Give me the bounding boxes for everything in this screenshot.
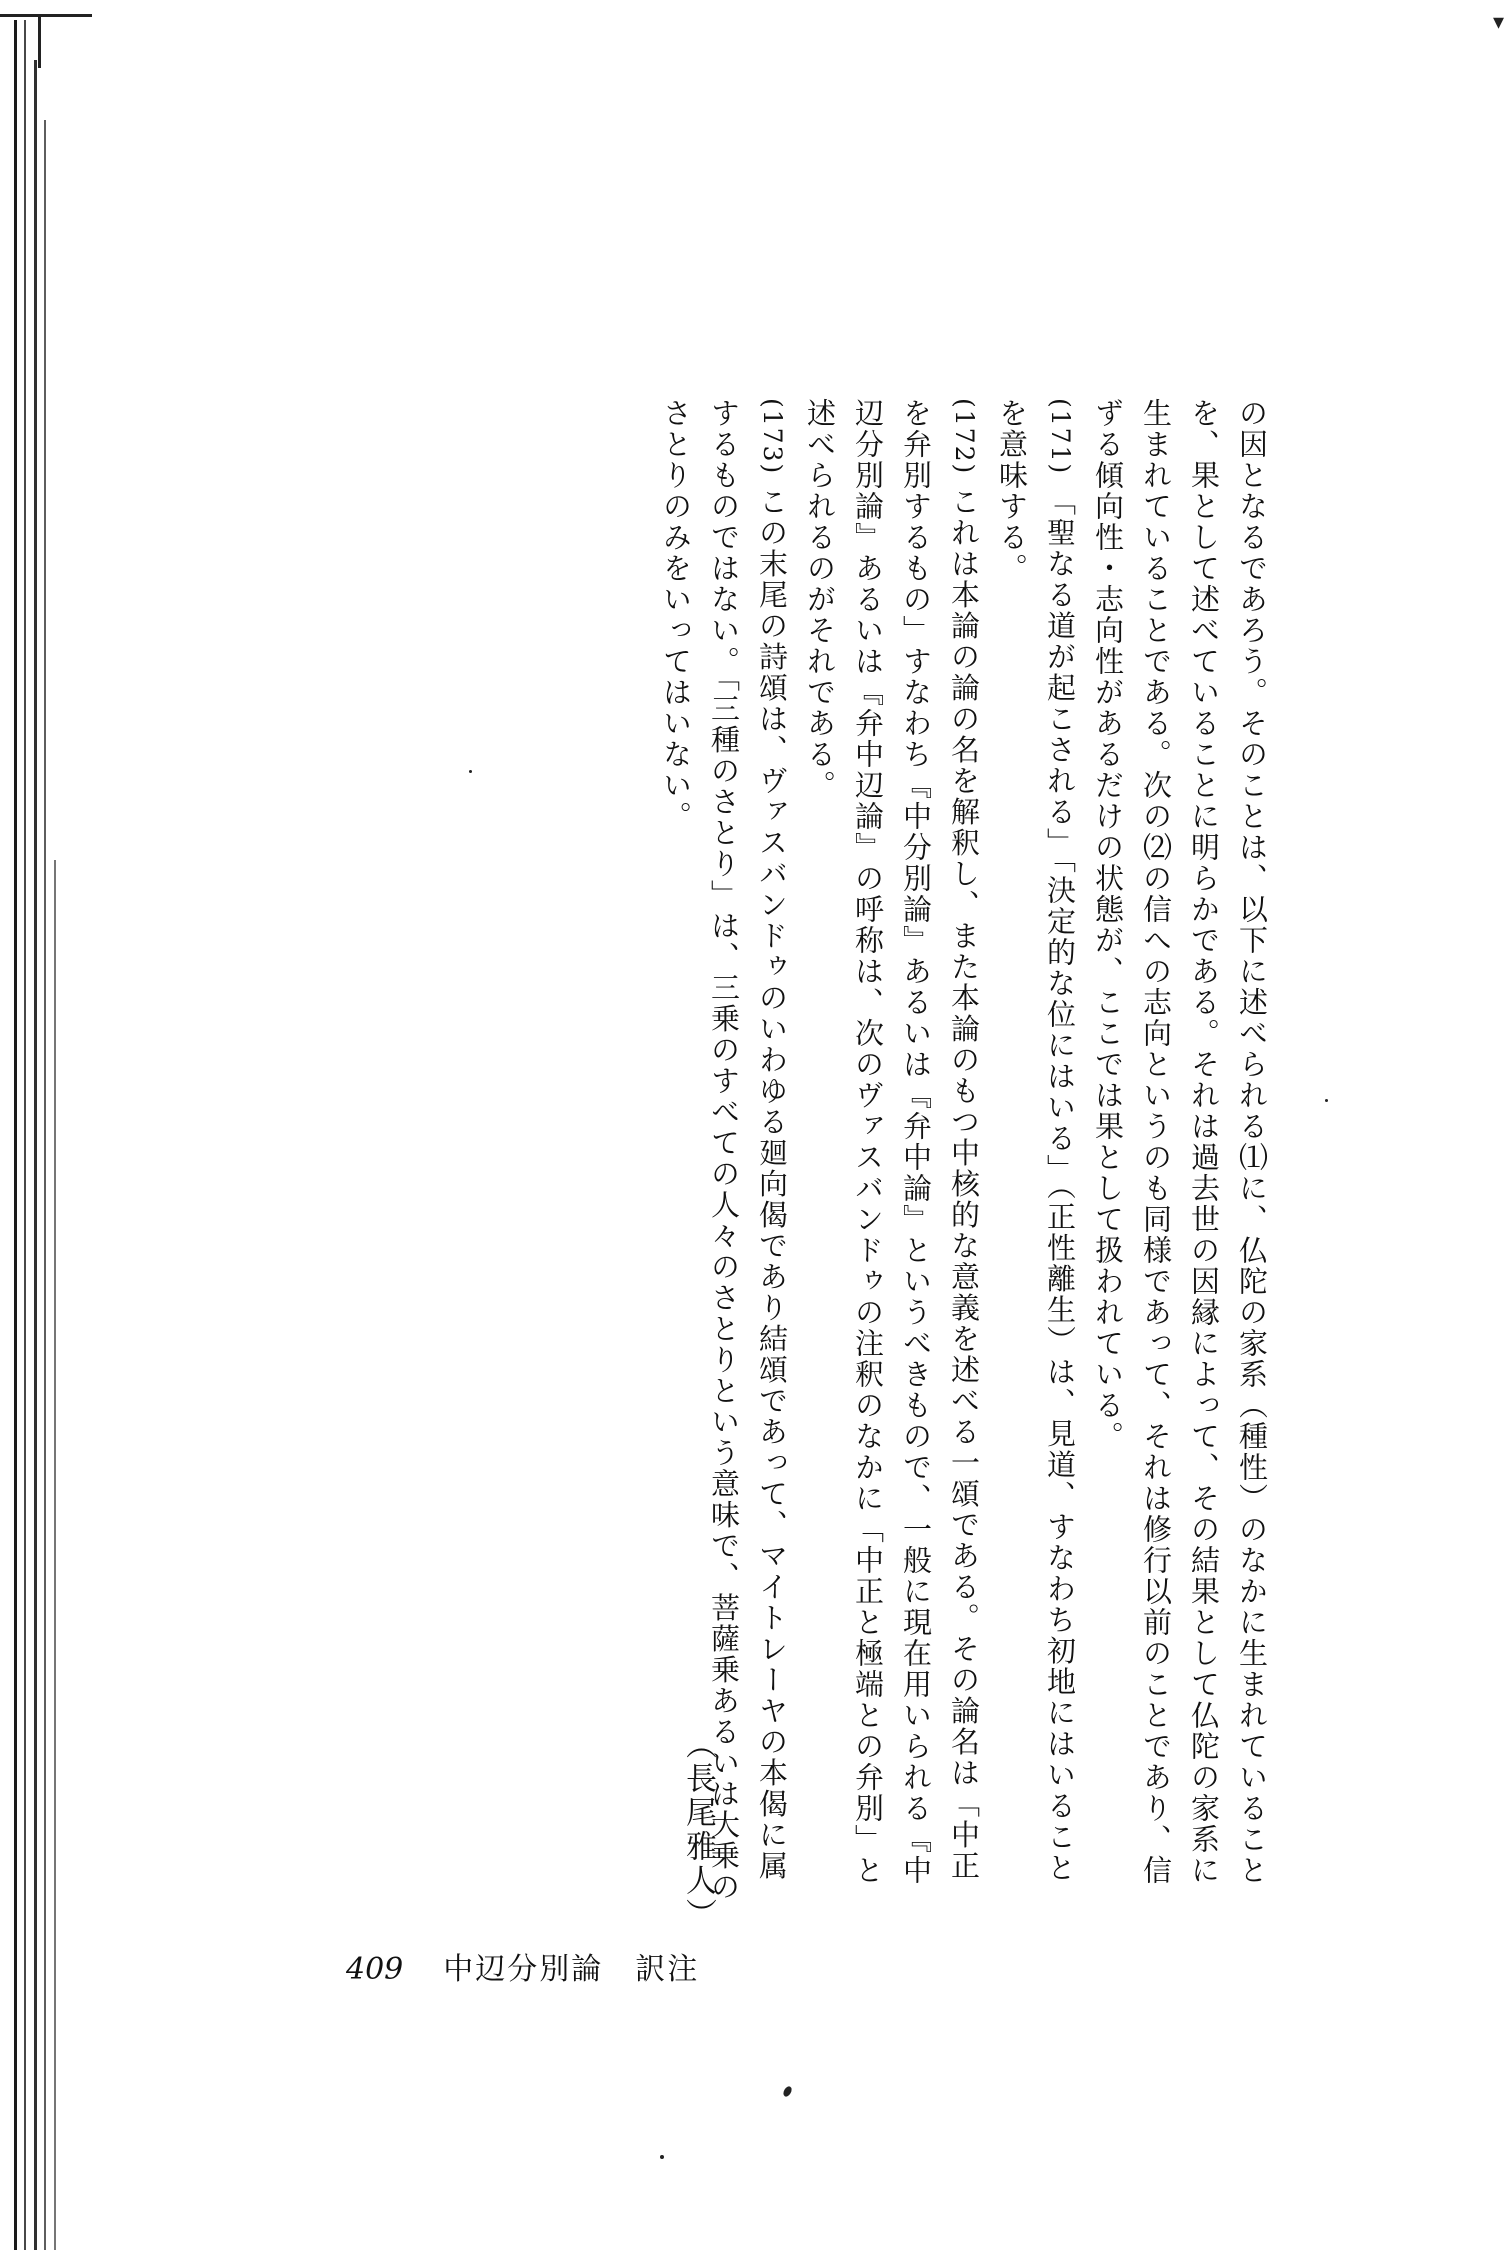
scan-speck bbox=[660, 2155, 664, 2159]
page-number: 409 bbox=[346, 1952, 404, 1987]
corner-tick bbox=[38, 14, 41, 68]
note-text: この末尾の詩頌は、ヴァスバンドゥのいわゆる廻向偈であり結頌であって、マイトレーヤの本偈に属するものではない。「三種のさとり」は、三乗のすべての人々のさとりという意味で、菩薩乗あるいは大乗のさとりのみをいってはいない。 bbox=[659, 398, 789, 1903]
note-172 bbox=[796, 398, 988, 1908]
note-number: (173) bbox=[758, 398, 787, 476]
note-text: これは本論の論の名を解釈し、また本論のもつ中核的な意義を述べる一頌である。その論名は「中正を弁別するもの」すなわち『中分別論』あるいは『弁中論』というべきもので、一般に現在用いられる『中辺分別論』あるいは『弁中辺論』の呼称は、次のヴァスバンドゥの注釈のなかに「中正と極端との弁別」と述べられるのがそれである。 bbox=[803, 398, 981, 1886]
binding-edge bbox=[0, 0, 70, 2257]
note-171 bbox=[988, 398, 1084, 1908]
corner-mark bbox=[0, 14, 92, 17]
author-signature: （長尾雅人） bbox=[680, 1728, 716, 1932]
note-text: 「聖なる道が起こされる」「決定的な位にはいる」（正性離生）は、見道、すなわち初地にはいることを意味する。 bbox=[995, 398, 1077, 1884]
paragraph-continuation: の因となるであろう。そのことは、以下に述べられる⑴に、仏陀の家系（種性）のなかに生まれていることを、果として述べていることに明らかである。それは過去世の因縁によって、その結果として仏陀の家系に生まれていることである。次の⑵の信への志向というのも同様であって、それは修行以前のことであり、信ずる傾向性・志向性があるだけの状態が、ここでは果として扱われている。 bbox=[1091, 398, 1269, 1886]
corner-tick-right: ▾ bbox=[1492, 10, 1504, 35]
scan-speck bbox=[782, 2085, 794, 2098]
note-number: (172) bbox=[950, 398, 979, 476]
main-text-block bbox=[652, 398, 1276, 1908]
scan-speck bbox=[469, 770, 472, 773]
running-title: 中辺分別論 訳注 bbox=[443, 1952, 700, 1987]
scan-speck bbox=[1325, 1099, 1328, 1102]
note-number: (171) bbox=[1046, 398, 1075, 476]
note-173 bbox=[652, 398, 796, 1908]
page-footer bbox=[346, 1944, 699, 1988]
